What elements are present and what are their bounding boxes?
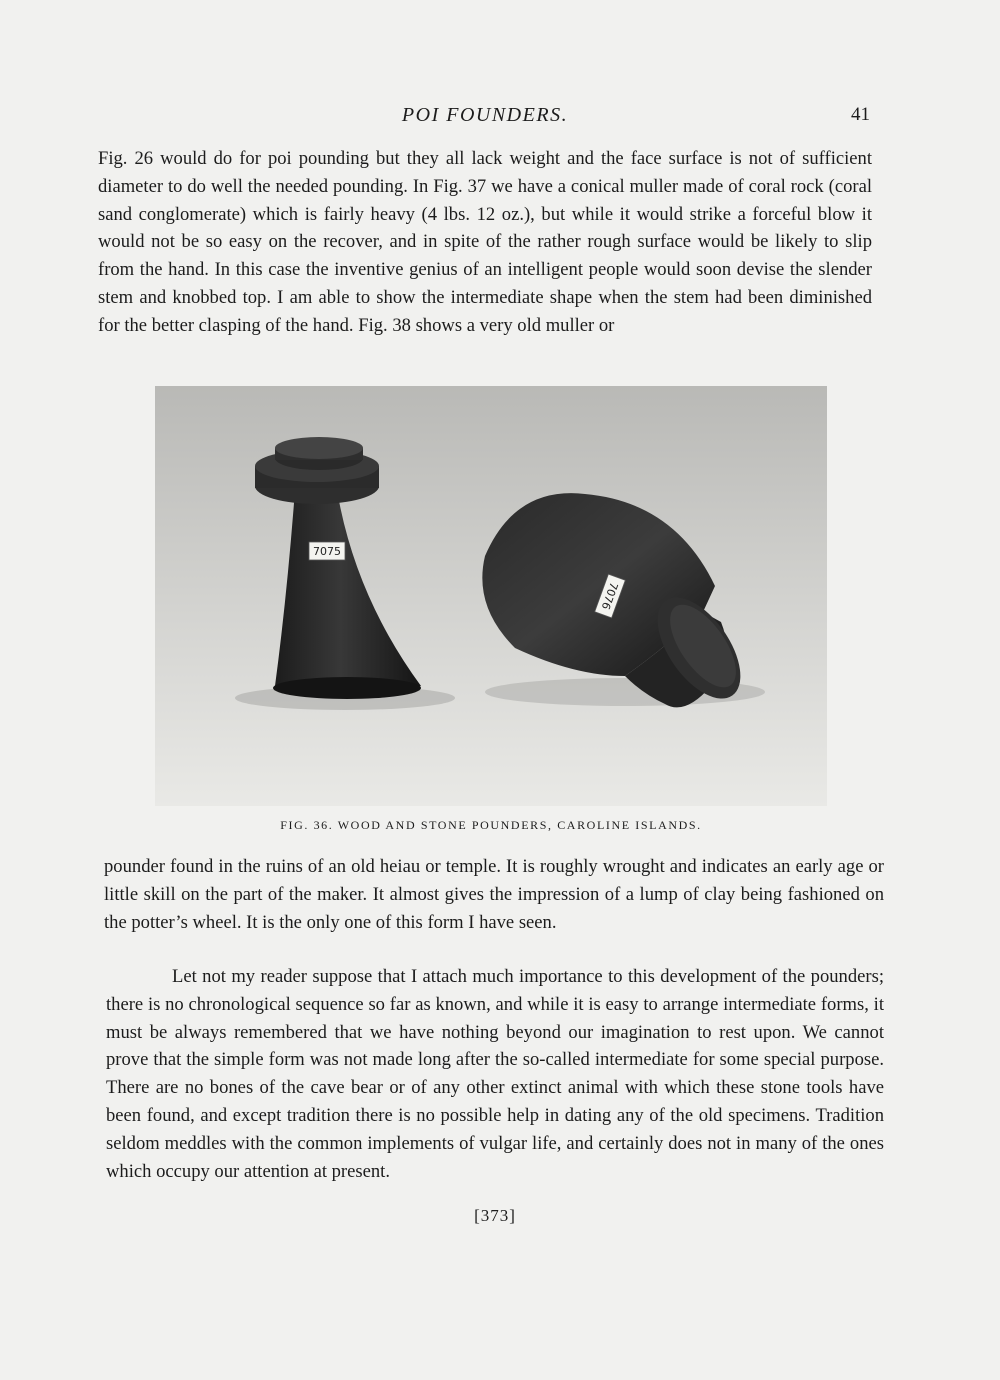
paragraph-1: Fig. 26 would do for poi pounding but they all lack weight and the face surface is not of sufficient diameter to do well the needed pounding. In Fig. 37 we have a conical muller made of coral rock (coral sand conglomerate) which is fairly heavy (4 lbs. 12 oz.), but while it would strike a forceful blow it would not be so easy on the recover, and in spite of the rather rough surface would be likely to slip from the hand. In this case the inventive genius of an intelligent people would soon devise the slender stem and knobbed top. I am able to show the intermediate shape when the stem had been diminished for the better clasping of the hand. Fig. 38 shows a very old muller or <box>98 148 872 336</box>
figure-photograph <box>155 386 827 806</box>
figure-caption: FIG. 36. WOOD AND STONE POUNDERS, CAROLINE ISLANDS. <box>280 818 702 832</box>
specimen-label-7076: 7076 <box>598 580 621 612</box>
specimen-label-7075: 7075 <box>313 545 341 558</box>
running-title: POI FOUNDERS. <box>401 104 569 126</box>
paragraph-2: pounder found in the ruins of an old heiau or temple. It is roughly wrought and indicates an early age or little skill on the part of the maker. It almost gives the impression of a lump of clay being fashioned on the potter’s wheel. It is the only one of this form I have seen. <box>104 856 884 933</box>
pounders-photo <box>155 386 827 806</box>
page-number: 41 <box>851 104 870 125</box>
paragraph-3: Let not my reader suppose that I attach much importance to this development of the pounders; there is no chronological sequence so far as known, and while it is easy to arrange intermediate forms, it must be always remembered that we have nothing beyond our imagination to rest upon. We cannot prove that the simple form was not made long after the so-called intermediate for some special purpose. There are no bones of the cave bear or of any other extinct animal with which these stone tools have been found, and except tradition there is no possible help in dating any of the old specimens. Tradition seldom meddles with the common implements of vulgar life, and certainly does not in many of the ones which occupy our attention at present. <box>106 966 884 1182</box>
folio-number: [373] <box>474 1206 516 1225</box>
running-head <box>100 104 870 136</box>
